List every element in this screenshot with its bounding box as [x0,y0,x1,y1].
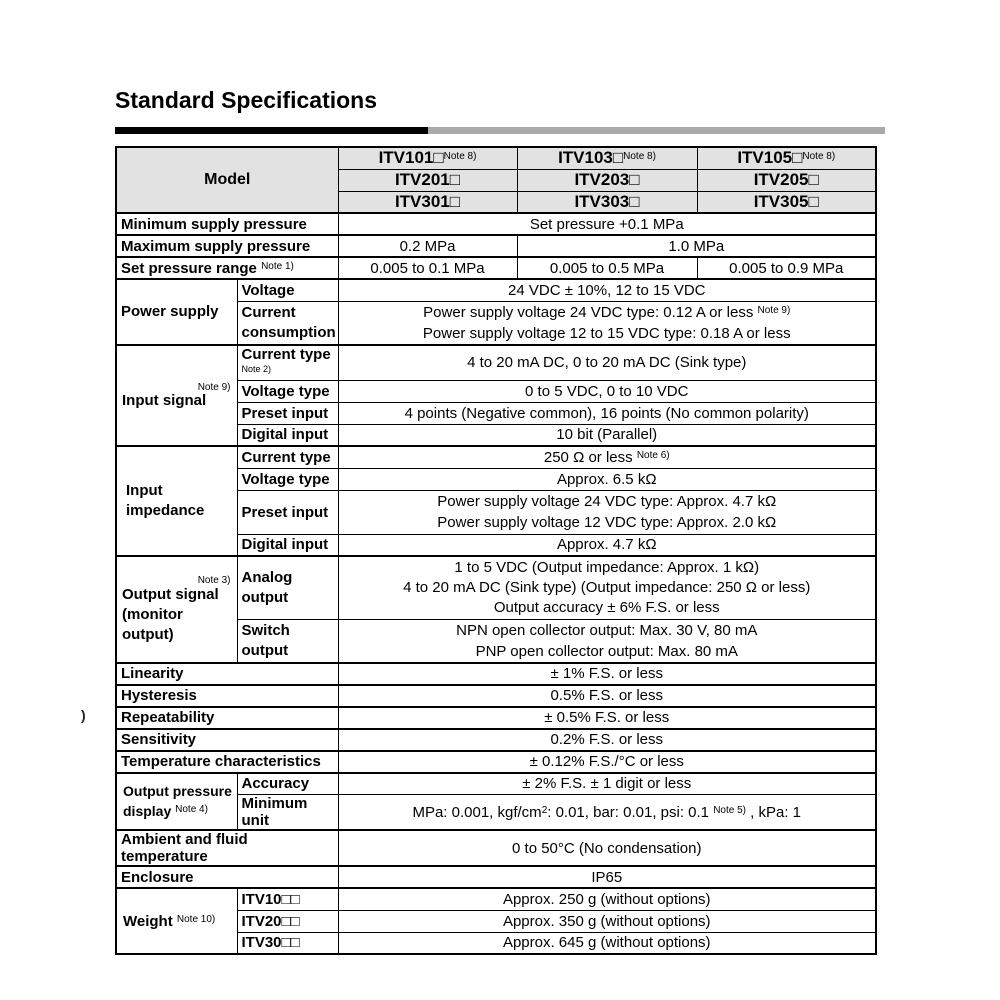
row-sublabel: Digital input [237,534,338,556]
note-9: Note 9) [197,382,231,394]
row-value: 0.2 MPa [338,235,517,257]
row-value: 0 to 50°C (No condensation) [338,830,876,866]
model-cell-itv303: ITV303□ [517,191,697,213]
superscript-2: 2 [541,804,548,816]
row-value: 0 to 5 VDC, 0 to 10 VDC [338,380,876,402]
model-header-cell [116,147,338,213]
title-underline-black [115,127,428,134]
row-input-current-type [116,345,876,381]
row-sublabel: ITV10□□ [237,888,338,910]
row-hysteresis [116,685,876,707]
row-value: 1.0 MPa [517,235,876,257]
row-value: 4 points (Negative common), 16 points (No common polarity) [338,402,876,424]
page-title: Standard Specifications [115,87,378,113]
row-value: 10 bit (Parallel) [338,424,876,446]
row-sublabel: Current type [237,446,338,468]
row-sublabel: ITV20□□ [237,910,338,932]
row-sublabel: Voltage type [237,468,338,490]
note-5: Note 5) [713,804,746,816]
row-value: Approx. 6.5 kΩ [338,468,876,490]
row-weight-itv10 [116,888,876,910]
model-cell-itv201: ITV201□ [338,169,517,191]
title-underline [115,127,885,134]
row-value: Set pressure +0.1 MPa [338,213,876,235]
model-header-label: Model [204,171,251,188]
row-value: 0.5% F.S. or less [338,685,876,707]
model-cell-itv203: ITV203□ [517,169,697,191]
row-sublabel: ITV30□□ [237,932,338,954]
row-label: Temperature characteristics [116,751,338,773]
note-6: Note 6) [636,449,670,461]
row-value: NPN open collector output: Max. 30 V, 80 mA PNP open collector output: Max. 80 mA [338,619,876,663]
model-cell-itv305: ITV305□ [697,191,876,213]
row-value: ± 0.5% F.S. or less [338,707,876,729]
row-value: Approx. 350 g (without options) [338,910,876,932]
row-linearity [116,663,876,685]
row-sublabel: Voltage [237,279,338,301]
section-label-input-impedance: Input impedance [116,446,237,556]
row-value: Approx. 4.7 kΩ [338,534,876,556]
row-value: Power supply voltage 24 VDC type: Approx. 4.7 kΩ Power supply voltage 12 VDC type: Approx. 2.0 kΩ [338,490,876,534]
row-value: IP65 [338,866,876,888]
row-min-supply [116,213,876,235]
row-analog-output [116,556,876,619]
row-label: Linearity [116,663,338,685]
row-value: Power supply voltage 24 VDC type: 0.12 A or less $^{Note 9)}$ Power supply voltage 12 to 15 VDC type: 0.18 A or less [338,301,876,345]
row-sublabel: Preset input [237,402,338,424]
section-label-output-pressure-display: Output pressure display $^{Note 4)}$ [116,773,237,831]
model-cell-itv101: ITV101□$^{Note 8)}$ [338,147,517,169]
section-label-weight: Weight $^{Note 10)}$ [116,888,237,954]
row-label: Sensitivity [116,729,338,751]
row-ambient [116,830,876,866]
note-10: Note 10) [176,913,216,925]
row-value: 1 to 5 VDC (Output impedance: Approx. 1 kΩ) 4 to 20 mA DC (Sink type) (Output impedance: 250 Ω or less) Output accuracy ± 6% F.S. or less [338,556,876,619]
row-sublabel: Preset input [237,490,338,534]
row-sublabel: Minimum unit [237,795,338,831]
row-value: 0.2% F.S. or less [338,729,876,751]
row-value: 0.005 to 0.5 MPa [517,257,697,279]
row-repeatability [116,707,876,729]
row-sublabel: Analog output [237,556,338,619]
section-label-power-supply: Power supply [116,279,237,345]
note-9: Note 9) [757,304,791,316]
row-label: Set pressure range $^{Note 1)}$ [116,257,338,279]
row-value: MPa: 0.001, kgf/cm$^2$: 0.01, bar: 0.01, psi: 0.1 $^{Note 5)}$ , kPa: 1 [338,795,876,831]
note-3: Note 3) [197,574,231,586]
row-temp-characteristics [116,751,876,773]
row-enclosure [116,866,876,888]
row-label: Enclosure [116,866,338,888]
note-8: Note 8) [623,151,656,163]
model-cell-itv301: ITV301□ [338,191,517,213]
row-power-voltage [116,279,876,301]
row-sublabel: Current consumption [237,301,338,345]
note-4: Note 4) [175,804,208,816]
model-cell-itv105: ITV105□$^{Note 8)}$ [697,147,876,169]
row-imp-current-type [116,446,876,468]
row-label: Minimum supply pressure [116,213,338,235]
row-sublabel: Accuracy [237,773,338,795]
row-value: 0.005 to 0.1 MPa [338,257,517,279]
row-label: Ambient and fluid temperature [116,830,338,866]
section-label-input-signal: Note 9) Input signal [116,345,237,447]
note-2: Note 2) [241,363,272,374]
row-value: ± 0.12% F.S./°C or less [338,751,876,773]
row-max-supply [116,235,876,257]
row-value: 4 to 20 mA DC, 0 to 20 mA DC (Sink type) [338,345,876,381]
row-sublabel: Voltage type [237,380,338,402]
row-sensitivity [116,729,876,751]
row-sublabel: Digital input [237,424,338,446]
model-cell-itv205: ITV205□ [697,169,876,191]
model-cell-itv103: ITV103□$^{Note 8)}$ [517,147,697,169]
row-value: ± 1% F.S. or less [338,663,876,685]
spec-table [115,146,877,955]
row-sublabel: Current type $^{Note 2)}$ [237,345,338,381]
note-8: Note 8) [802,151,836,163]
row-value: 0.005 to 0.9 MPa [697,257,876,279]
row-sublabel: Switch output [237,619,338,663]
model-row-1 [116,147,876,169]
row-label: Maximum supply pressure [116,235,338,257]
row-display-accuracy [116,773,876,795]
note-8: Note 8) [443,151,477,163]
row-label: Repeatability [116,707,338,729]
row-value: Approx. 645 g (without options) [338,932,876,954]
title-underline-gray [428,127,885,134]
row-set-range [116,257,876,279]
row-value: 250 Ω or less $^{Note 6)}$ [338,446,876,468]
stray-mark: ) [81,707,86,723]
row-value: 24 VDC ± 10%, 12 to 15 VDC [338,279,876,301]
row-value: Approx. 250 g (without options) [338,888,876,910]
section-label-output-signal: Note 3) Output signal (monitor output) [116,556,237,663]
row-label: Hysteresis [116,685,338,707]
row-value: ± 2% F.S. ± 1 digit or less [338,773,876,795]
note-1: Note 1) [261,260,294,272]
